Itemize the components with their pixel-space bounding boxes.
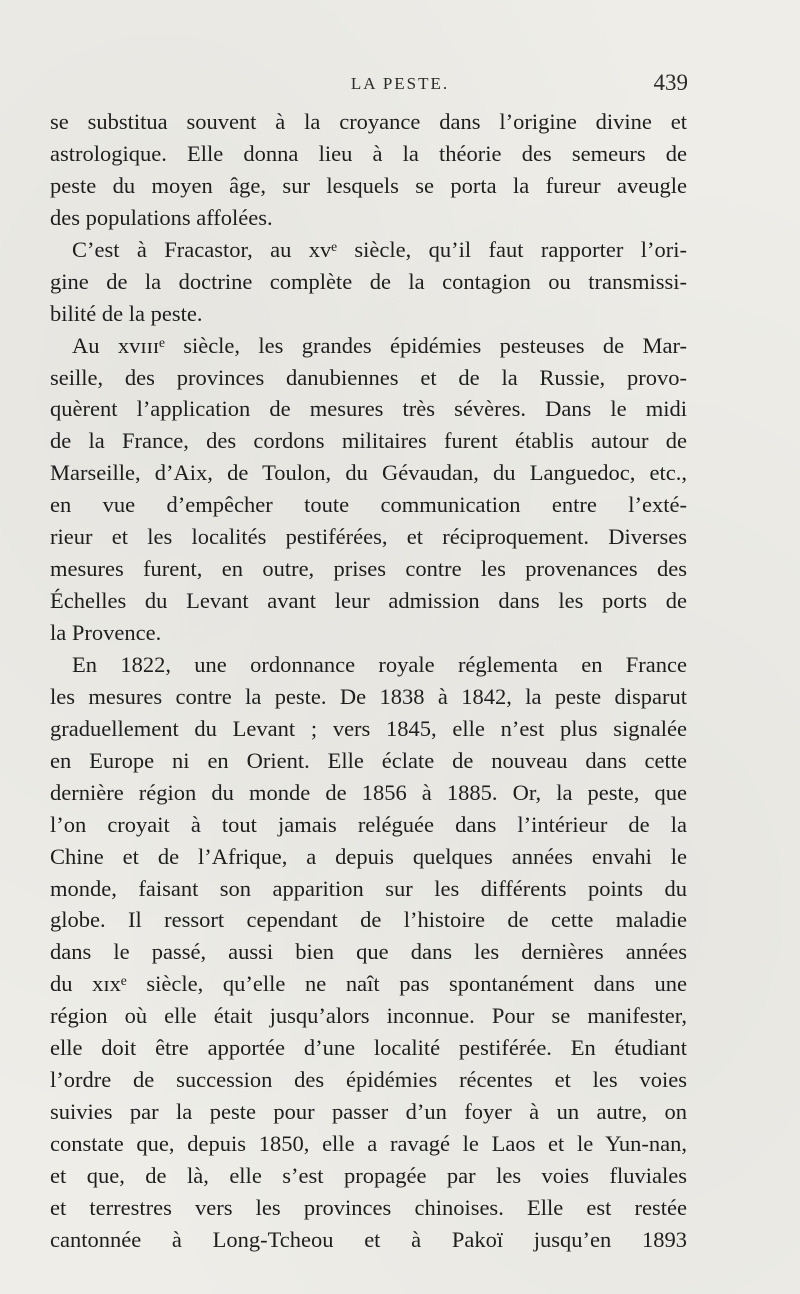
text-line: En 1822, une ordonnance royale réglementa en France (72, 651, 687, 677)
text-line: dernière région du monde de 1856 à 1885. Or, la peste, que (50, 779, 687, 805)
text-line: elle doit être apportée d’une localité pestiférée. En étudiant (50, 1035, 687, 1061)
text-line: rieur et les localités pestiférées, et réciproquement. Diverses (50, 524, 687, 550)
running-head: LA PESTE. (350, 74, 450, 93)
text-line: l’ordre de succession des épidémies récentes et les voies (50, 1067, 687, 1093)
text-line: bilité de la peste. (50, 300, 203, 326)
text-line: de la France, des cordons militaires furent établis autour de (50, 428, 687, 454)
text-line: se substitua souvent à la croyance dans l’origine divine et (50, 109, 687, 134)
text-line: mesures furent, en outre, prises contre les provenances des (50, 556, 687, 582)
text-line: Marseille, d’Aix, de Toulon, du Gévaudan, du Languedoc, etc., (50, 460, 687, 486)
text-line: l’on croyait à tout jamais reléguée dans l’intérieur de la (50, 811, 687, 837)
text-line: graduellement du Levant ; vers 1845, elle n’est plus signalée (50, 715, 687, 741)
text-line: Échelles du Levant avant leur admission dans les ports de (50, 588, 687, 614)
page-number: 439 (653, 70, 688, 95)
text-line: des populations affolées. (50, 204, 273, 230)
text-line: quèrent l’application de mesures très sévères. Dans le midi (50, 396, 687, 422)
text-line: région où elle était jusqu’alors inconnue. Pour se manifester, (50, 1003, 687, 1029)
body-text (50, 106, 687, 1256)
text-line: gine de la doctrine complète de la contagion ou transmissi- (50, 268, 687, 294)
text-line: la Provence. (50, 620, 162, 645)
text-line: les mesures contre la peste. De 1838 à 1842, la peste disparut (50, 683, 687, 709)
text-line: en Europe ni en Orient. Elle éclate de nouveau dans cette (50, 747, 687, 773)
page-header (0, 70, 800, 104)
text-line: peste du moyen âge, sur lesquels se porta la fureur aveugle (50, 172, 687, 198)
text-line: du xɪxᵉ siècle, qu’elle ne naît pas spontanément dans une (50, 971, 687, 997)
text-line: cantonnée à Long-Tcheou et à Pakoï jusqu’en 1893 (50, 1226, 687, 1252)
text-line: suivies par la peste pour passer d’un foyer à un autre, on (50, 1099, 687, 1125)
text-line: astrologique. Elle donna lieu à la théorie des semeurs de (50, 140, 687, 166)
text-line: constate que, depuis 1850, elle a ravagé le Laos et le Yun-nan, (50, 1131, 687, 1156)
text-line: et terrestres vers les provinces chinoises. Elle est restée (50, 1194, 687, 1220)
text-line: dans le passé, aussi bien que dans les dernières années (50, 939, 687, 965)
text-line: en vue d’empêcher toute communication entre l’exté- (50, 492, 687, 518)
text-line: Chine et de l’Afrique, a depuis quelques années envahi le (50, 843, 687, 869)
text-line: seille, des provinces danubiennes et de la Russie, provo- (50, 364, 687, 390)
text-line: globe. Il ressort cependant de l’histoire de cette maladie (50, 907, 687, 933)
text-line: C’est à Fracastor, au xvᵉ siècle, qu’il faut rapporter l’ori- (72, 236, 687, 262)
text-line: et que, de là, elle s’est propagée par les voies fluviales (50, 1162, 687, 1188)
text-line: monde, faisant son apparition sur les différents points du (50, 875, 687, 901)
text-line: Au xvɪɪɪᵉ siècle, les grandes épidémies pesteuses de Mar- (72, 332, 687, 358)
